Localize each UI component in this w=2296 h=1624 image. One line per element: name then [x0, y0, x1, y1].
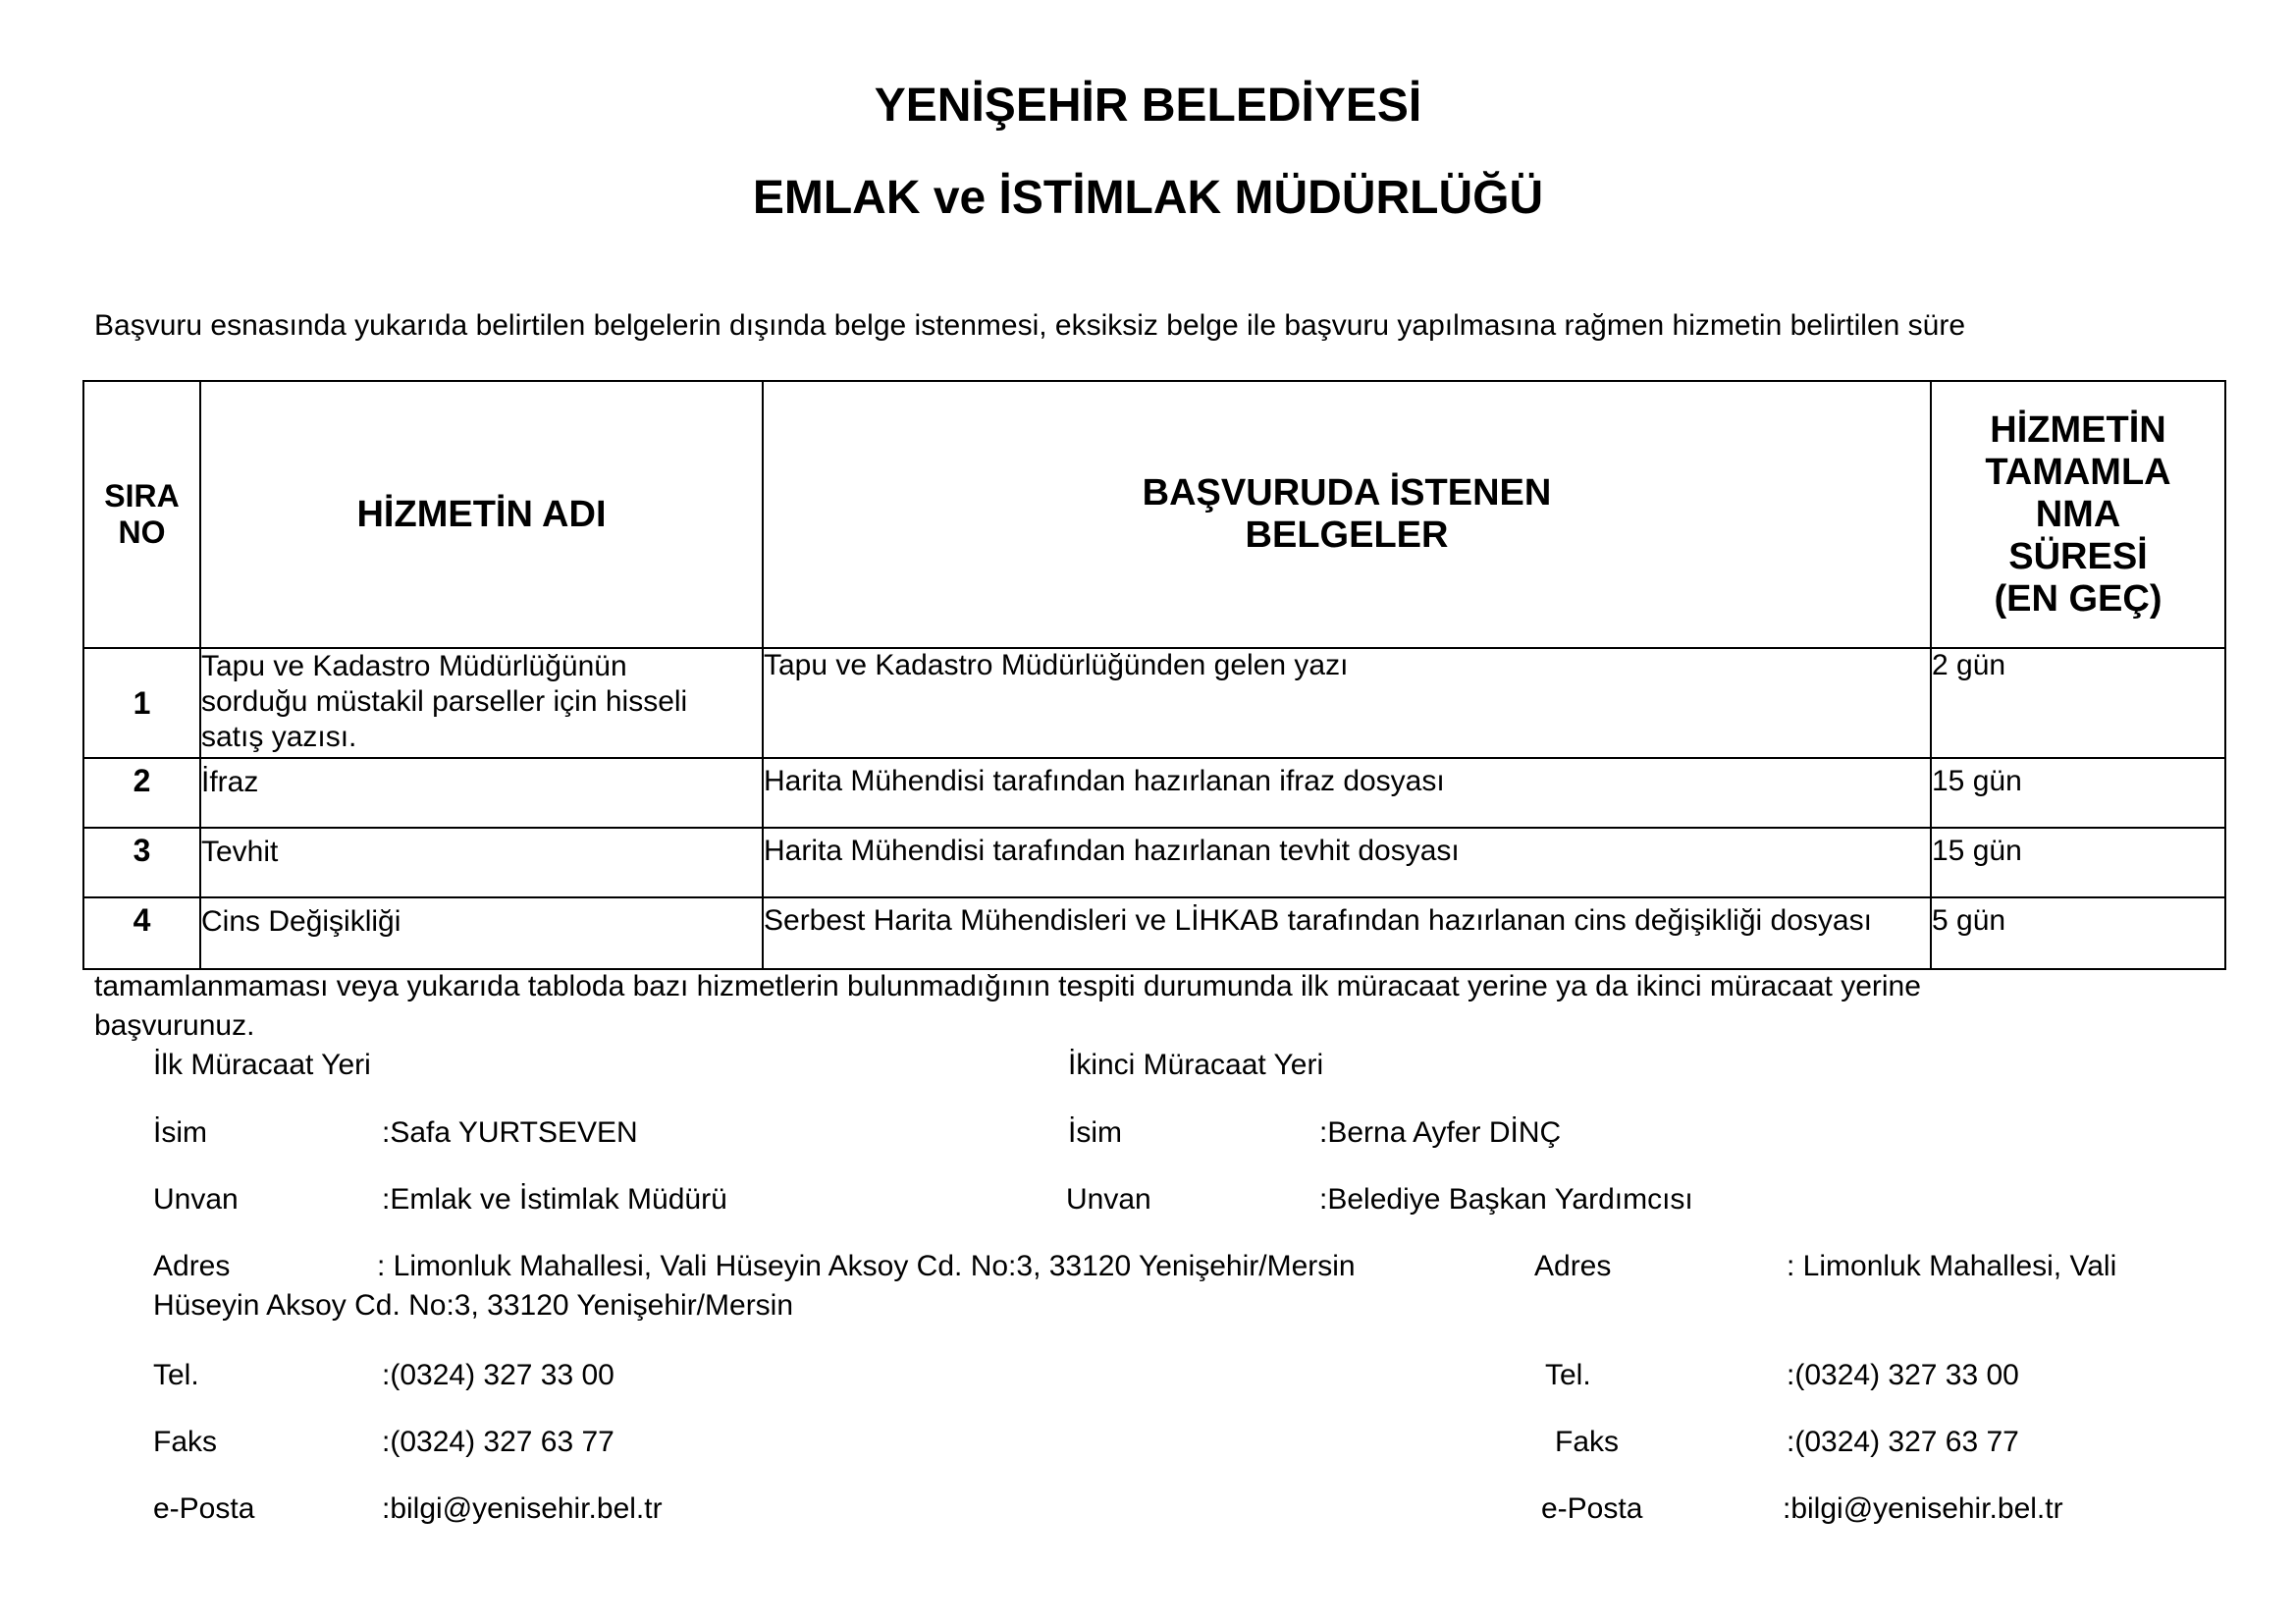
header-service-name: HİZMETİN ADI — [200, 381, 763, 648]
first-title-label: Unvan — [153, 1183, 239, 1216]
row-number: 4 — [83, 897, 200, 969]
first-title-value: :Emlak ve İstimlak Müdürü — [382, 1183, 727, 1216]
table-row — [83, 897, 2225, 969]
first-email-value: :bilgi@yenisehir.bel.tr — [382, 1492, 663, 1525]
completion-time: 15 gün — [1931, 758, 2225, 828]
header-sira-no — [83, 381, 200, 648]
service-name-line3: satış yazısı. — [201, 721, 357, 753]
completion-time: 15 gün — [1931, 828, 2225, 897]
first-tel-value: :(0324) 327 33 00 — [382, 1359, 614, 1391]
second-name-value: :Berna Ayfer DİNÇ — [1319, 1116, 1562, 1149]
second-email-value: :bilgi@yenisehir.bel.tr — [1783, 1492, 2063, 1525]
header-documents-line1: BAŞVURUDA İSTENEN — [1142, 472, 1552, 514]
required-documents: Harita Mühendisi tarafından hazırlanan tevhit dosyası — [763, 828, 1931, 897]
required-documents: Tapu ve Kadastro Müdürlüğünden gelen yazı — [763, 648, 1931, 758]
second-fax-value: :(0324) 327 63 77 — [1787, 1426, 2019, 1458]
header-time-line3: NMA — [2035, 493, 2121, 535]
required-documents: Harita Mühendisi tarafından hazırlanan ifraz dosyası — [763, 758, 1931, 828]
second-address-value-line2: Hüseyin Aksoy Cd. No:3, 33120 Yenişehir/Mersin — [153, 1289, 794, 1322]
second-address-value-line1: : Limonluk Mahallesi, Vali — [1787, 1250, 2117, 1282]
second-email-label: e-Posta — [1541, 1492, 1643, 1525]
service-name-line2: sorduğu müstakil parseller için hisseli — [201, 685, 688, 718]
second-tel-label: Tel. — [1545, 1359, 1591, 1391]
first-address-label: Adres — [153, 1250, 231, 1282]
second-name-label: İsim — [1068, 1116, 1122, 1149]
header-documents — [763, 381, 1931, 648]
second-tel-value: :(0324) 327 33 00 — [1787, 1359, 2019, 1391]
table-row — [83, 758, 2225, 828]
row-number: 1 — [83, 648, 200, 758]
services-table — [82, 380, 2226, 970]
required-documents: Serbest Harita Mühendisleri ve LİHKAB tarafından hazırlanan cins değişikliği dosyası — [763, 897, 1931, 969]
header-documents-line2: BELGELER — [1245, 514, 1449, 556]
header-time-line4: SÜRESİ — [2008, 535, 2148, 577]
table-header-row — [83, 381, 2225, 648]
second-address-label: Adres — [1534, 1250, 1612, 1282]
intro-line-3: başvurunuz. — [94, 1009, 255, 1042]
service-name — [200, 648, 763, 758]
page-subtitle: EMLAK ve İSTİMLAK MÜDÜRLÜĞÜ — [752, 172, 1544, 224]
first-name-label: İsim — [153, 1116, 207, 1149]
header-completion-time — [1931, 381, 2225, 648]
first-tel-label: Tel. — [153, 1359, 199, 1391]
row-number: 3 — [83, 828, 200, 897]
first-fax-value: :(0324) 327 63 77 — [382, 1426, 614, 1458]
completion-time: 5 gün — [1931, 897, 2225, 969]
service-name: Cins Değişikliği — [200, 897, 763, 969]
completion-time: 2 gün — [1931, 648, 2225, 758]
header-time-line1: HİZMETİN — [1990, 408, 2166, 451]
first-name-value: :Safa YURTSEVEN — [382, 1116, 638, 1149]
header-sira: SIRA — [104, 478, 180, 514]
row-number: 2 — [83, 758, 200, 828]
service-name: Tevhit — [200, 828, 763, 897]
service-name-line1: Tapu ve Kadastro Müdürlüğünün — [201, 650, 627, 682]
second-title-value: :Belediye Başkan Yardımcısı — [1319, 1183, 1693, 1216]
service-name: İfraz — [200, 758, 763, 828]
first-email-label: e-Posta — [153, 1492, 255, 1525]
first-fax-label: Faks — [153, 1426, 218, 1458]
second-contact-heading: İkinci Müracaat Yeri — [1068, 1049, 1324, 1081]
first-address-value: : Limonluk Mahallesi, Vali Hüseyin Aksoy Cd. No:3, 33120 Yenişehir/Mersin — [377, 1250, 1356, 1282]
header-time-line5: (EN GEÇ) — [1994, 577, 2163, 620]
second-fax-label: Faks — [1555, 1426, 1620, 1458]
second-title-label: Unvan — [1066, 1183, 1151, 1216]
header-no: NO — [118, 514, 166, 550]
intro-line-2: tamamlanmaması veya yukarıda tabloda bazı hizmetlerin bulunmadığının tespiti durumunda ilk müracaat yerine ya da ikinci müracaat yerine — [94, 970, 1921, 1002]
table-row — [83, 828, 2225, 897]
header-time-line2: TAMAMLA — [1985, 451, 2171, 493]
intro-line-1: Başvuru esnasında yukarıda belirtilen belgelerin dışında belge istenmesi, eksiksiz belge ile başvuru yapılmasına rağmen hizmetin belirtilen süre — [94, 309, 1966, 342]
table-row — [83, 648, 2225, 758]
page-title: YENİŞEHİR BELEDİYESİ — [874, 80, 1422, 132]
first-contact-heading: İlk Müracaat Yeri — [153, 1049, 371, 1081]
